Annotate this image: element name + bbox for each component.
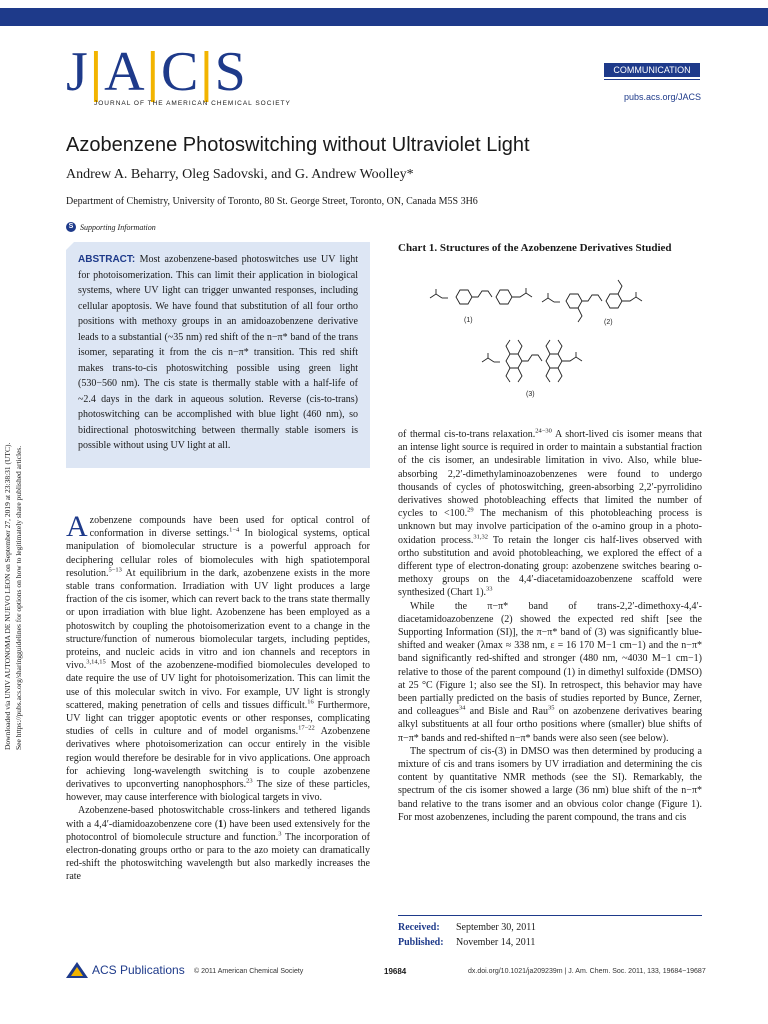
acs-publications-logo: ACS Publications [66, 962, 185, 978]
copyright: © 2011 American Chemical Society [194, 968, 304, 975]
abstract-box [66, 242, 370, 468]
drop-cap: A [66, 510, 88, 543]
citation[interactable]: 34 [458, 704, 466, 712]
citation[interactable]: 33 [486, 586, 493, 594]
jacs-logo: J|A|C|S [66, 41, 246, 103]
citation[interactable]: 16 [307, 698, 314, 706]
article-title: Azobenzene Photoswitching without Ultraviolet Light [66, 134, 530, 156]
citation[interactable]: 3 [278, 830, 282, 838]
chemical-structures-figure [420, 262, 690, 400]
supporting-info-link[interactable] [66, 222, 156, 232]
supporting-info-label: Supporting Information [80, 222, 156, 232]
chart-caption: Chart 1. Structures of the Azobenzene Derivatives Studied [398, 242, 672, 254]
affiliation: Department of Chemistry, University of Toronto, 80 St. George Street, Toronto, ON, Canada M5S 3H6 [66, 196, 478, 207]
citation[interactable]: 35 [547, 704, 555, 712]
compound-label: (2) [604, 319, 613, 326]
divider [604, 79, 700, 80]
journal-subtitle: JOURNAL OF THE AMERICAN CHEMICAL SOCIETY [94, 100, 291, 107]
received-value: September 30, 2011 [456, 922, 536, 933]
published-value: November 14, 2011 [456, 937, 536, 948]
supporting-info-icon: S [66, 222, 76, 232]
journal-url-link[interactable]: pubs.acs.org/JACS [624, 92, 702, 102]
published-label: Published: [398, 937, 444, 948]
paragraph: While the π−π* band of trans-2,2′-dimethoxy-4,4′-diacetamidoazobenzene (2) showed the expected red shift [see the Supporting Information (SI)], the π−π* band of (3) was significantly blue-shifted and weaker (λmax ≈ 338 nm, ε = 16 170 M−1 cm−1) and the n−π* band significantly red-shifted and stronger (480 nm, ~4030 M−1 cm−1) relative to those of the parent compound (1) in dimethyl sulfoxide (DMSO) at 25 °C (Figure 1; also see the SI). In retrospect, this behavior may have been partially predicted on the basis of studies reported by Bunce, Zerner, and colleagues$^{34}$ and Bisle and Rau$^{35}$ on azobenzene derivatives bearing alkyl substituents at all four ortho positions where (smaller) blue shifts of π−π* bands and red-shifted n−π* bands were also seen (see below). [398, 600, 703, 744]
abstract-label: ABSTRACT: [78, 254, 136, 265]
citation[interactable]: 17−22 [298, 724, 315, 732]
download-notice-line2: See https://pubs.acs.org/sharingguidelines for options on how to legitimately share published articles. [14, 445, 23, 750]
paragraph: Azobenzene-based photoswitchable cross-linkers and tethered ligands with a 4,4′-diamidoazobenzene core (1) have been used extensively for the photocontrol of biomolecule structure and function.$^3$ The incorporation of electron-donating groups ortho or para to the azo moiety can dramatically red-shift the photoswitching wavelength but also markedly increases the rate [66, 805, 370, 883]
download-notice [2, 290, 24, 750]
doi-link[interactable]: dx.doi.org/10.1021/ja209239m | J. Am. Chem. Soc. 2011, 133, 19684−19687 [468, 968, 706, 975]
author-list: Andrew A. Beharry, Oleg Sadovski, and G. Andrew Woolley* [66, 167, 414, 182]
right-column: of thermal cis-to-trans relaxation.$^{24-30}$ A short-lived cis isomer means that an intense light source is required in order to maintain a substantial fraction of the cis isomer, an undesirable limitation in vivo. Also, while blue-absorbing 2,2′-dimethylaminoazobenzenes were found to undergo thousands of cycles of photoswitching, green-absorbing 2,2′-pyrrolidino derivatives showed photobleaching effects that limited the number of cycles to <100.29 The mechanism of this photobleaching process is unknown but may involve participation of the o-amino group in a photo-oxidation process.$^{31,32}$ To retain the longer cis half-lives observed with ortho substitution and avoid photobleaching, we explored the effect of a different type of electron-donating group: azobenzene switches bearing o-methoxy groups on the 4,4′-diacetamidoazobenzene scaffold were synthesized (Chart 1).$^{33}$ While the π−π* band of trans-2,2′-dimethoxy-4,4′-diacetamidoazobenzene (2) showed the expected red shift [see the Supporting Information (SI)], the π−π* band of (3) was significantly blue-shifted and weaker (λmax ≈ 338 nm, ε = 16 170 M−1 cm−1) and the n−π* band significantly red-shifted and stronger (480 nm, ~4030 M−1 cm−1) relative to those of the parent compound (1) in dimethyl sulfoxide (DMSO) at 25 °C (Figure 1; also see the SI). In retrospect, this behavior may have been partially predicted on the basis of studies reported by Bunce, Zerner, and colleagues$^{34}$ and Bisle and Rau$^{35}$ on azobenzene derivatives bearing alkyl substituents at all four ortho positions where (smaller) blue shifts of π−π* bands and red-shifted n−π* bands were also seen (see below). The spectrum of cis-(3) in DMSO was then determined by producing a mixture of cis and trans isomers by UV irradiation and determining the cis content by quantitative NMR methods (see the SI). Remarkably, the spectrum of the cis isomer showed a large (36 nm) blue shift of the n−π* band relative to the trans isomer and an obvious color change (Figure 1). For most azobenzenes, including the parent compound, the trans and cis [398, 427, 703, 823]
acs-triangle-icon [66, 962, 88, 978]
compound-label: (3) [526, 391, 535, 398]
paragraph: The spectrum of cis-(3) in DMSO was then determined by producing a mixture of cis and trans isomers by UV irradiation and determining the cis content by quantitative NMR methods (see the SI). Remarkably, the spectrum of the cis isomer showed a large (36 nm) blue shift of the n−π* band relative to the trans isomer and an obvious color change (Figure 1). For most azobenzenes, including the parent compound, the trans and cis [398, 745, 702, 823]
citation[interactable]: 24−30 [535, 427, 552, 435]
received-label: Received: [398, 922, 440, 933]
article-dates [398, 920, 536, 950]
abstract-text: Most azobenzene-based photoswitches use UV light for photoisomerization. This can limit their application in biological systems, where UV light can trigger unwanted responses, including cellular apoptosis. We have found that substitution of all four ortho positions with methoxy groups in an amidoazobenzene derivative leads to a substantial (~35 nm) red shift of the n−π* band of the trans isomer, separating it from the cis n−π* transition. This red shift makes trans-to-cis photoswitching possible using green light (530−560 nm). The cis state is thermally stable with a half-life of ~2.4 days in the dark in aqueous solution. Reverse (cis-to-trans) photoswitching can be accomplished with blue light (460 nm), so bidirectional photoswitching between thermally stable isomers is possible without using UV light at all. [78, 254, 358, 451]
left-column: Azobenzene compounds have been used for optical control of conformation in diverse settings.$^{1-4}$ In biological systems, optical manipulation of biomolecular structure is a powerful approach for deciphering cellular roles of biomolecules with high spatiotemporal resolution.$^{5-13}$ At equilibrium in the dark, azobenzene exists in the more stable trans conformation. Irradiation with UV light produces a large fraction of the cis isomer, which can revert back to the trans state thermally or upon irradiation with blue light. Azobenzene has been employed as a photoswitch by coupling the photoisomerization event to a change in the structure/function of numerous biomolecular targets, including peptides, proteins, and nucleic acids in vitro and ion channels and receptors in vivo.$^{3,14,15}$ Most of the azobenzene-modified biomolecules developed to date require the use of UV light for photoisomerization. This can limit the use of this molecular switch in vivo. For example, UV light is strongly scattered, making penetration of cells and tissues difficult.$^{16}$ Furthermore, UV light can trigger apoptotic events or other responses, complicating studies of cells in culture and of model organisms.$^{17-22}$ Azobenzene derivatives where photoisomerization can occur entirely in the visible region would therefore be desirable for in vivo applications. One approach for achieving long-wavelength switching is to couple azobenzene derivatives to upconverting nanophosphors.$^{23}$ The size of these particles, however, may cause interference with biological targets in vivo. Azobenzene-based photoswitchable cross-linkers and tethered ligands with a 4,4′-diamidoazobenzene core (1) have been used extensively for the photocontrol of biomolecule structure and function.$^3$ The incorporation of electron-donating groups ortho or para to the azo moiety can dramatically red-shift the photoswitching wavelength but also markedly increases the rate [66, 510, 370, 883]
divider [398, 915, 702, 916]
citation[interactable]: 31,32 [473, 533, 488, 541]
download-notice-line1: Downloaded via UNIV AUTONOMA DE NUEVO LEON on September 27, 2019 at 23:38:31 (UTC). [3, 442, 12, 750]
citation[interactable]: 23 [246, 777, 253, 785]
page-number: 19684 [384, 967, 407, 976]
journal-top-bar [0, 8, 768, 26]
compound-label: (1) [464, 317, 473, 324]
article-type-badge: COMMUNICATION [604, 63, 700, 77]
citation[interactable]: 29 [467, 506, 474, 514]
citation[interactable]: 5−13 [108, 566, 122, 574]
citation[interactable]: 1−4 [229, 526, 240, 534]
citation[interactable]: 3,14,15 [86, 658, 106, 666]
